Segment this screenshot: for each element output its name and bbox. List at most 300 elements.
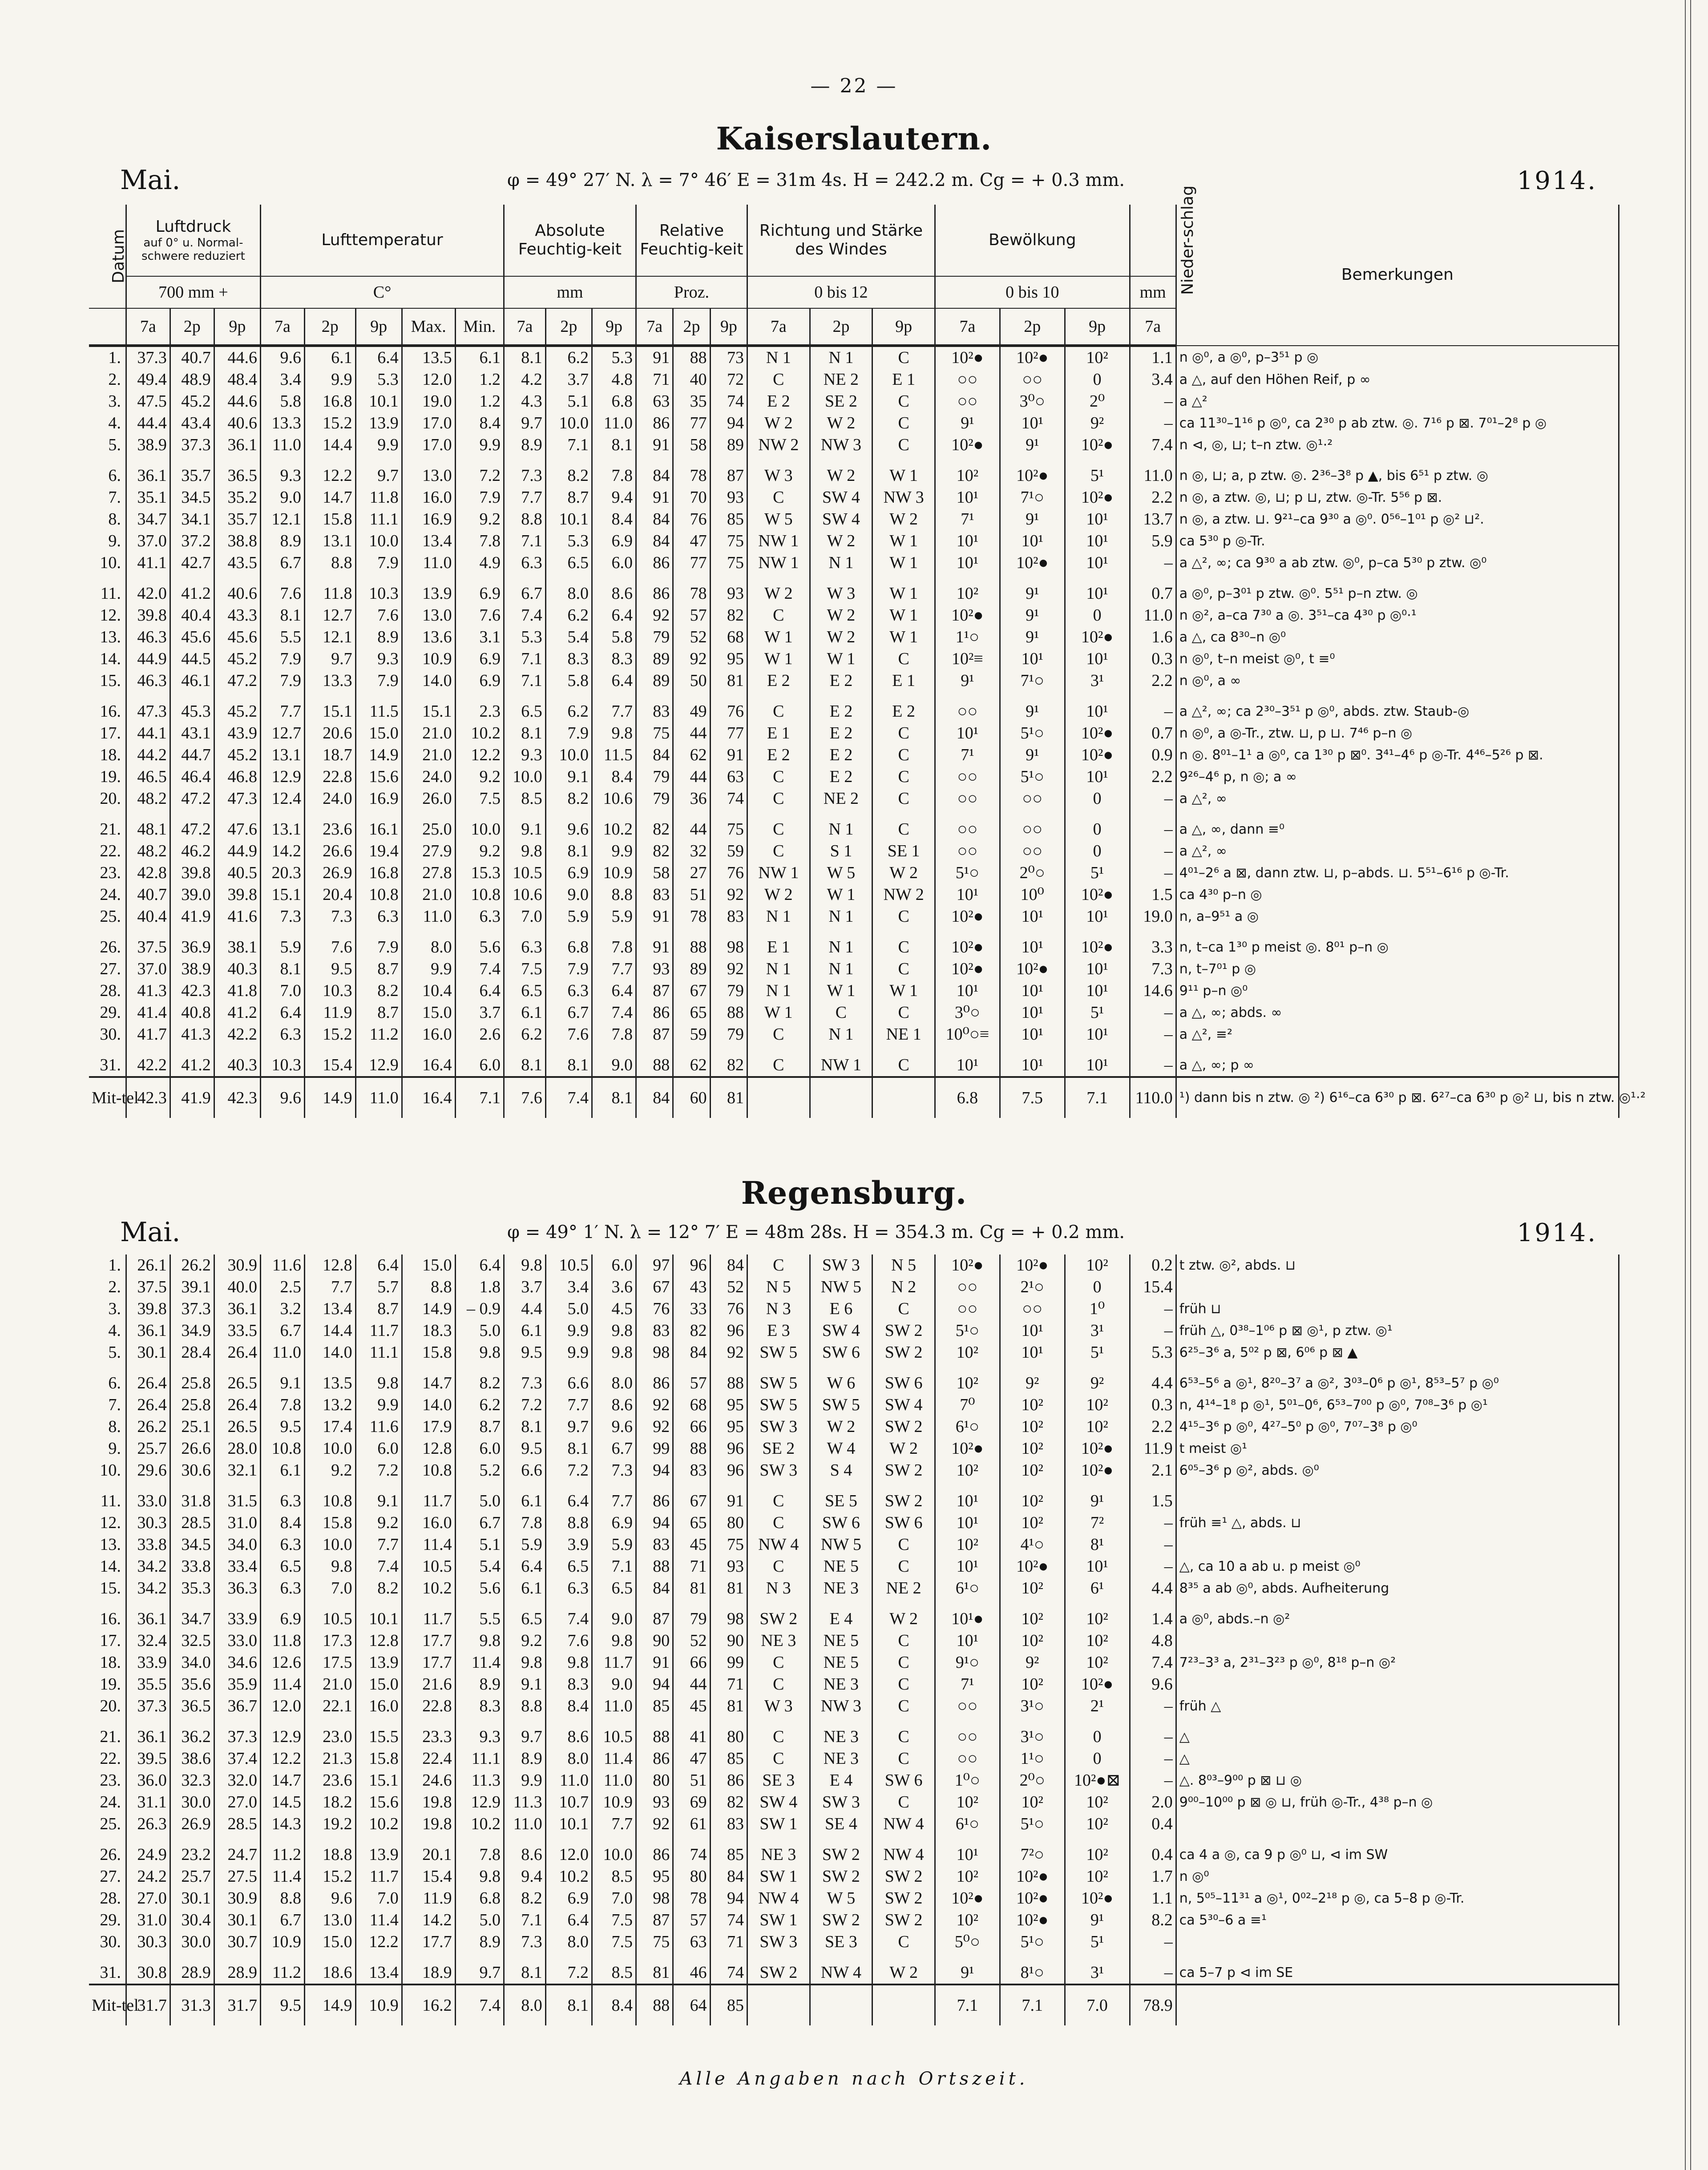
cell-temp-7a: 15.1 xyxy=(260,884,304,906)
niederschlag-label: Nieder-schlag xyxy=(1178,186,1197,295)
cell-wind-7a: C xyxy=(747,1254,810,1276)
cell-abs-9p: 9.8 xyxy=(592,1342,636,1363)
cell-datum: 10. xyxy=(89,1460,126,1481)
cell-rel-9p: 75 xyxy=(710,1534,747,1556)
cell-luftdruck-7a: 41.4 xyxy=(126,1002,170,1024)
cell-abs-2p: 6.8 xyxy=(545,936,592,958)
cell-rel-7a: 75 xyxy=(636,1931,673,1953)
cell-luftdruck-7a: 46.3 xyxy=(126,670,170,692)
cell-luftdruck-9p: 47.3 xyxy=(214,788,260,810)
cell-temp-2p: 15.2 xyxy=(304,412,355,434)
cell-niederschlag: 0.7 xyxy=(1130,722,1176,744)
cell-luftdruck-2p: 34.5 xyxy=(170,487,214,508)
gap-cell xyxy=(1000,1953,1065,1962)
cell-temp-9p: 11.1 xyxy=(355,508,402,530)
cell-temp-min: 11.1 xyxy=(455,1748,504,1770)
cell-rel-2p: 58 xyxy=(673,434,710,456)
gap-cell xyxy=(592,1717,636,1726)
gap-cell xyxy=(89,1953,126,1962)
cell-bew-7a: ○○ xyxy=(935,1276,1000,1298)
cell-rel-9p: 80 xyxy=(710,1512,747,1534)
cell-temp-2p: 9.6 xyxy=(304,1888,355,1909)
cell-bew-7a: 5¹○ xyxy=(935,862,1000,884)
cell-temp-max: 11.0 xyxy=(402,906,455,928)
cell-temp-min: 7.6 xyxy=(455,605,504,626)
cell-temp-7a: 6.3 xyxy=(260,1024,304,1045)
gap-cell xyxy=(1065,1717,1130,1726)
cell-luftdruck-2p: 42.7 xyxy=(170,552,214,574)
gap-cell xyxy=(747,1481,810,1490)
cell-datum: 14. xyxy=(89,1556,126,1577)
cell-bew-9p: 7² xyxy=(1065,1512,1130,1534)
cell-temp-min: 9.7 xyxy=(455,1962,504,1984)
cell-temp-9p: 9.9 xyxy=(355,1394,402,1416)
table-row xyxy=(89,508,1619,530)
table-row xyxy=(89,1791,1619,1813)
gap-cell xyxy=(214,928,260,936)
cell-wind-7a: W 3 xyxy=(747,1695,810,1717)
cell-rel-2p: 59 xyxy=(673,1024,710,1045)
cell-luftdruck-7a: 41.1 xyxy=(126,552,170,574)
cell-abs-9p: 9.6 xyxy=(592,1416,636,1438)
gap-cell xyxy=(810,1717,872,1726)
cell-wind-2p: W 1 xyxy=(810,980,872,1002)
gap-cell xyxy=(260,574,304,583)
cell-wind-9p: SW 2 xyxy=(872,1888,935,1909)
cell-datum: 24. xyxy=(89,1791,126,1813)
cell-abs-7a: 8.5 xyxy=(504,788,546,810)
cell-luftdruck-2p: 44.7 xyxy=(170,744,214,766)
cell-bew-9p: 3¹ xyxy=(1065,1320,1130,1342)
cell-wind-7a: NW 2 xyxy=(747,434,810,456)
cell-wind-9p: C xyxy=(872,412,935,434)
cell-rel-7a: 86 xyxy=(636,583,673,605)
cell-datum: 18. xyxy=(89,1652,126,1674)
cell-bemerkungen: n ◎, ⊔; a, p ztw. ◎. 2³⁶–3⁸ p ▲, bis 6⁵¹ p ztw. ◎ xyxy=(1176,465,1619,487)
cell-bew-9p: 10¹ xyxy=(1065,980,1130,1002)
cell-rel-2p: 88 xyxy=(673,346,710,369)
cell-temp-2p: 14.4 xyxy=(304,434,355,456)
gap-cell xyxy=(810,574,872,583)
cell-luftdruck-9p: 31.7 xyxy=(214,1984,260,2025)
gap-cell xyxy=(935,692,1000,701)
cell-bew-9p: 10²● xyxy=(1065,487,1130,508)
cell-wind-2p xyxy=(810,1984,872,2025)
cell-rel-2p: 62 xyxy=(673,744,710,766)
cell-temp-9p: 12.2 xyxy=(355,1931,402,1953)
cell-bew-7a: 5¹○ xyxy=(935,1320,1000,1342)
gap-cell xyxy=(304,1363,355,1372)
cell-rel-2p: 46 xyxy=(673,1962,710,1984)
cell-rel-7a: 92 xyxy=(636,1394,673,1416)
gap-cell xyxy=(304,1045,355,1054)
cell-temp-9p: 11.1 xyxy=(355,1342,402,1363)
h-9p: 9p xyxy=(592,308,636,346)
cell-temp-max: 13.9 xyxy=(402,583,455,605)
cell-wind-7a: E 3 xyxy=(747,1320,810,1342)
cell-wind-7a: SW 3 xyxy=(747,1460,810,1481)
cell-wind-7a: NW 1 xyxy=(747,862,810,884)
cell-niederschlag: 19.0 xyxy=(1130,906,1176,928)
cell-datum: 12. xyxy=(89,605,126,626)
cell-temp-min: 8.4 xyxy=(455,412,504,434)
h-2p: 2p xyxy=(170,308,214,346)
cell-bew-9p: 0 xyxy=(1065,605,1130,626)
cell-wind-7a: N 1 xyxy=(747,958,810,980)
cell-rel-7a: 71 xyxy=(636,369,673,391)
cell-bemerkungen: a △, ca 8³⁰–n ◎⁰ xyxy=(1176,626,1619,648)
gap-cell xyxy=(1000,692,1065,701)
cell-luftdruck-7a: 30.3 xyxy=(126,1931,170,1953)
cell-niederschlag: – xyxy=(1130,412,1176,434)
cell-abs-2p: 3.9 xyxy=(545,1534,592,1556)
cell-bew-9p: 10² xyxy=(1065,1608,1130,1630)
cell-temp-7a: 8.1 xyxy=(260,605,304,626)
cell-wind-2p: NE 5 xyxy=(810,1556,872,1577)
table-row xyxy=(89,1002,1619,1024)
gap-cell xyxy=(455,1599,504,1608)
cell-temp-2p: 14.0 xyxy=(304,1342,355,1363)
cell-wind-2p: E 2 xyxy=(810,766,872,788)
cell-bemerkungen: ca 5³⁰–6 a ≡¹ xyxy=(1176,1909,1619,1931)
cell-luftdruck-9p: 30.9 xyxy=(214,1888,260,1909)
cell-bew-9p: 10¹ xyxy=(1065,508,1130,530)
cell-bew-7a: 10² xyxy=(935,1866,1000,1888)
gap-cell xyxy=(1065,928,1130,936)
cell-abs-9p: 7.1 xyxy=(592,1556,636,1577)
cell-luftdruck-9p: 36.5 xyxy=(214,465,260,487)
kaiserslautern-rows xyxy=(89,346,1646,1118)
cell-rel-2p: 68 xyxy=(673,1394,710,1416)
cell-luftdruck-9p: 34.6 xyxy=(214,1652,260,1674)
gap-cell xyxy=(935,810,1000,819)
cell-temp-max: 10.8 xyxy=(402,1460,455,1481)
cell-rel-2p: 84 xyxy=(673,1342,710,1363)
cell-luftdruck-7a: 37.5 xyxy=(126,1276,170,1298)
cell-niederschlag: – xyxy=(1130,1695,1176,1717)
cell-rel-2p: 63 xyxy=(673,1931,710,1953)
cell-temp-9p: 15.8 xyxy=(355,1748,402,1770)
cell-bew-9p: 7.0 xyxy=(1065,1984,1130,2025)
cell-abs-9p: 10.9 xyxy=(592,862,636,884)
cell-rel-2p: 67 xyxy=(673,980,710,1002)
cell-bemerkungen: a △, ∞; abds. ∞ xyxy=(1176,1002,1619,1024)
cell-abs-7a: 9.4 xyxy=(504,1866,546,1888)
cell-luftdruck-9p: 36.7 xyxy=(214,1695,260,1717)
cell-rel-2p: 79 xyxy=(673,1608,710,1630)
cell-luftdruck-9p: 40.0 xyxy=(214,1276,260,1298)
cell-rel-7a: 83 xyxy=(636,1320,673,1342)
cell-abs-2p: 5.9 xyxy=(545,906,592,928)
gap-cell xyxy=(810,928,872,936)
cell-temp-max: 12.0 xyxy=(402,369,455,391)
cell-bew-9p: 10²● xyxy=(1065,626,1130,648)
cell-bew-2p: 9² xyxy=(1000,1372,1065,1394)
gap-cell xyxy=(1000,928,1065,936)
cell-temp-9p: 11.4 xyxy=(355,1909,402,1931)
cell-wind-2p: W 2 xyxy=(810,530,872,552)
cell-temp-min: 3.1 xyxy=(455,626,504,648)
cell-temp-7a: 9.6 xyxy=(260,1077,304,1118)
cell-wind-2p: W 3 xyxy=(810,583,872,605)
cell-luftdruck-7a: 36.1 xyxy=(126,465,170,487)
gap-cell xyxy=(592,1835,636,1844)
cell-temp-9p: 8.7 xyxy=(355,958,402,980)
cell-rel-7a: 91 xyxy=(636,346,673,369)
cell-temp-min: 9.2 xyxy=(455,840,504,862)
cell-luftdruck-2p: 30.0 xyxy=(170,1931,214,1953)
cell-abs-9p: 7.5 xyxy=(592,1931,636,1953)
cell-temp-9p: 13.9 xyxy=(355,1652,402,1674)
cell-bew-7a: 10¹ xyxy=(935,552,1000,574)
cell-temp-7a: 12.9 xyxy=(261,1726,305,1748)
cell-datum: 8. xyxy=(89,508,126,530)
cell-temp-2p: 14.7 xyxy=(304,487,355,508)
cell-niederschlag: 0.4 xyxy=(1130,1813,1176,1835)
cell-rel-7a: 89 xyxy=(636,648,673,670)
cell-luftdruck-7a: 35.1 xyxy=(126,487,170,508)
cell-rel-7a: 83 xyxy=(636,884,673,906)
cell-temp-2p: 23.0 xyxy=(304,1726,355,1748)
cell-wind-9p: C xyxy=(872,1695,935,1717)
cell-wind-2p: W 1 xyxy=(810,648,872,670)
cell-bew-2p: 9¹ xyxy=(1000,605,1065,626)
cell-wind-7a: N 3 xyxy=(747,1298,810,1320)
cell-niederschlag: 0.3 xyxy=(1130,648,1176,670)
cell-temp-9p: 11.8 xyxy=(355,487,402,508)
cell-wind-9p: W 2 xyxy=(872,862,935,884)
gap-cell xyxy=(747,1363,810,1372)
cell-temp-7a: 8.9 xyxy=(260,530,304,552)
cell-rel-9p: 98 xyxy=(710,1608,747,1630)
cell-luftdruck-9p: 37.4 xyxy=(214,1748,260,1770)
cell-abs-7a: 7.1 xyxy=(504,670,546,692)
cell-rel-9p: 93 xyxy=(710,583,747,605)
cell-bemerkungen xyxy=(1176,1674,1619,1695)
cell-temp-min: 6.4 xyxy=(455,1254,504,1276)
cell-temp-7a: 7.7 xyxy=(260,701,304,722)
cell-wind-9p: NE 1 xyxy=(872,1024,935,1045)
cell-abs-9p: 9.0 xyxy=(592,1674,636,1695)
cell-bemerkungen: △, ca 10 a ab u. p meist ◎⁰ xyxy=(1176,1556,1619,1577)
kaiserslautern-coordinates: φ = 49° 27′ N. λ = 7° 46′ E = 31m 4s. H = 242.2 m. Cg = + 0.3 mm. xyxy=(507,170,1125,190)
cell-bew-9p: 5¹ xyxy=(1065,862,1130,884)
cell-rel-7a: 89 xyxy=(636,670,673,692)
cell-abs-2p: 7.4 xyxy=(545,1077,592,1118)
table-row xyxy=(89,1394,1619,1416)
cell-temp-min: 8.9 xyxy=(455,1674,504,1695)
cell-bew-9p: 10² xyxy=(1065,1394,1130,1416)
cell-temp-min: 11.4 xyxy=(455,1652,504,1674)
cell-temp-2p: 9.7 xyxy=(304,648,355,670)
cell-luftdruck-7a: 49.4 xyxy=(126,369,170,391)
cell-wind-7a: SW 3 xyxy=(747,1416,810,1438)
cell-wind-7a: E 1 xyxy=(747,722,810,744)
cell-temp-max: 17.0 xyxy=(402,412,455,434)
cell-rel-9p: 75 xyxy=(710,530,747,552)
gap-cell xyxy=(810,1953,872,1962)
cell-temp-min: 7.5 xyxy=(455,788,504,810)
cell-niederschlag: 13.7 xyxy=(1130,508,1176,530)
cell-datum: 3. xyxy=(89,391,126,412)
cell-wind-7a: E 2 xyxy=(747,670,810,692)
cell-wind-7a: E 2 xyxy=(747,391,810,412)
cell-luftdruck-9p: 35.9 xyxy=(214,1674,260,1695)
cell-temp-max: 21.0 xyxy=(402,744,455,766)
cell-temp-9p: 6.4 xyxy=(355,346,402,369)
cell-bew-2p: 10¹ xyxy=(1000,1320,1065,1342)
cell-temp-7a: 20.3 xyxy=(260,862,304,884)
gap-cell xyxy=(636,1481,673,1490)
cell-datum: 18. xyxy=(89,744,126,766)
gap-cell xyxy=(402,1481,455,1490)
cell-luftdruck-7a: 34.2 xyxy=(126,1577,170,1599)
abs-unit: mm xyxy=(504,276,636,308)
gap-cell xyxy=(592,1481,636,1490)
cell-temp-2p: 18.2 xyxy=(304,1791,355,1813)
cell-bemerkungen: ca 11³⁰–1¹⁶ p ◎⁰, ca 2³⁰ p ab ztw. ◎. 7¹⁶ p ⊠. 7⁰¹–2⁸ p ◎ xyxy=(1176,412,1619,434)
cell-bew-9p: 3¹ xyxy=(1065,1962,1130,1984)
gap-cell xyxy=(214,456,260,465)
cell-rel-7a: 84 xyxy=(636,508,673,530)
cell-temp-7a: 10.3 xyxy=(260,1054,304,1077)
cell-temp-7a: 12.7 xyxy=(260,722,304,744)
cell-bew-7a: 10¹ xyxy=(935,722,1000,744)
cell-wind-9p: C xyxy=(872,906,935,928)
cell-luftdruck-7a: 41.3 xyxy=(126,980,170,1002)
cell-wind-7a: W 2 xyxy=(747,583,810,605)
cell-temp-max: 11.4 xyxy=(402,1534,455,1556)
cell-abs-7a: 6.5 xyxy=(504,701,546,722)
cell-temp-7a: 10.8 xyxy=(261,1438,305,1460)
table-row xyxy=(89,369,1619,391)
cell-datum: 21. xyxy=(89,1726,126,1748)
cell-niederschlag: 3.3 xyxy=(1130,936,1176,958)
gap-cell xyxy=(455,1045,504,1054)
cell-luftdruck-7a: 37.5 xyxy=(126,936,170,958)
cell-abs-7a: 9.5 xyxy=(504,1438,546,1460)
gap-cell xyxy=(402,692,455,701)
cell-temp-max: 25.0 xyxy=(402,819,455,840)
gap-cell xyxy=(170,810,214,819)
gap-cell xyxy=(455,1363,504,1372)
gap-cell xyxy=(260,1045,304,1054)
cell-bew-2p: 10²● xyxy=(1000,346,1065,369)
cell-abs-7a: 4.3 xyxy=(504,391,546,412)
cell-wind-9p: E 1 xyxy=(872,670,935,692)
table-row xyxy=(89,936,1619,958)
cell-datum: 20. xyxy=(89,788,126,810)
cell-abs-7a: 8.1 xyxy=(504,1416,546,1438)
cell-bew-9p: 10² xyxy=(1065,1652,1130,1674)
cell-abs-9p: 6.8 xyxy=(592,391,636,412)
cell-temp-7a: 6.9 xyxy=(261,1608,305,1630)
cell-niederschlag: 4.4 xyxy=(1130,1372,1176,1394)
cell-bew-9p: 2⁰ xyxy=(1065,391,1130,412)
cell-bew-2p: 8¹○ xyxy=(1000,1962,1065,1984)
kaiserslautern-table-block xyxy=(89,186,1646,1194)
gap-cell xyxy=(1130,692,1176,701)
cell-temp-max: 17.7 xyxy=(402,1652,455,1674)
right-margin-rule xyxy=(1685,0,1691,2170)
cell-abs-7a: 10.0 xyxy=(504,766,546,788)
cell-bew-2p: 2⁰○ xyxy=(1000,1770,1065,1791)
cell-bemerkungen: 6⁰⁵–3⁶ p ◎², abds. ◎⁰ xyxy=(1176,1460,1619,1481)
cell-wind-9p: C xyxy=(872,1556,935,1577)
cell-temp-9p: 11.2 xyxy=(355,1024,402,1045)
cell-temp-min: 9.2 xyxy=(455,508,504,530)
cell-temp-max: 17.0 xyxy=(402,434,455,456)
cell-luftdruck-2p: 42.3 xyxy=(170,980,214,1002)
cell-abs-7a: 6.5 xyxy=(504,1608,546,1630)
cell-rel-2p: 80 xyxy=(673,1866,710,1888)
cell-bew-7a: 10² xyxy=(935,1460,1000,1481)
cell-rel-7a: 79 xyxy=(636,766,673,788)
cell-abs-7a: 7.1 xyxy=(504,648,546,670)
cell-datum: 20. xyxy=(89,1695,126,1717)
cell-wind-2p: E 2 xyxy=(810,670,872,692)
cell-temp-9p: 9.8 xyxy=(355,1372,402,1394)
cell-bew-2p: 10²● xyxy=(1000,1909,1065,1931)
cell-luftdruck-7a: 44.9 xyxy=(126,648,170,670)
cell-rel-2p: 65 xyxy=(673,1002,710,1024)
gap-cell xyxy=(455,456,504,465)
cell-bew-7a: 10²● xyxy=(935,936,1000,958)
cell-temp-7a: 5.8 xyxy=(260,391,304,412)
cell-luftdruck-2p: 44.5 xyxy=(170,648,214,670)
cell-luftdruck-9p: 41.8 xyxy=(214,980,260,1002)
gap-cell xyxy=(455,810,504,819)
gap-cell xyxy=(673,1045,710,1054)
cell-wind-2p: SE 4 xyxy=(810,1813,872,1835)
cell-bew-9p: 10¹ xyxy=(1065,906,1130,928)
cell-temp-min: 9.9 xyxy=(455,434,504,456)
gap-cell xyxy=(710,574,747,583)
cell-wind-2p xyxy=(810,1077,872,1118)
cell-abs-9p: 6.7 xyxy=(592,1438,636,1460)
gap-cell xyxy=(1130,574,1176,583)
cell-temp-7a: 8.8 xyxy=(261,1888,305,1909)
cell-abs-9p: 8.8 xyxy=(592,884,636,906)
gap-cell xyxy=(810,456,872,465)
cell-abs-2p: 6.5 xyxy=(545,1556,592,1577)
cell-luftdruck-9p: 41.2 xyxy=(214,1002,260,1024)
cell-luftdruck-2p: 32.5 xyxy=(170,1630,214,1652)
cell-datum: 25. xyxy=(89,906,126,928)
cell-rel-2p: 96 xyxy=(673,1254,710,1276)
table-row xyxy=(89,412,1619,434)
cell-abs-7a: 7.1 xyxy=(504,530,546,552)
cell-abs-2p: 6.7 xyxy=(545,1002,592,1024)
cell-temp-min: 7.4 xyxy=(455,1984,504,2025)
cell-abs-9p: 10.2 xyxy=(592,819,636,840)
gap-cell xyxy=(636,1953,673,1962)
cell-wind-7a: W 1 xyxy=(747,1002,810,1024)
cell-luftdruck-2p: 43.1 xyxy=(170,722,214,744)
cell-wind-7a: SW 5 xyxy=(747,1394,810,1416)
cell-abs-2p: 6.6 xyxy=(545,1372,592,1394)
cell-luftdruck-9p: 31.5 xyxy=(214,1490,260,1512)
cell-bemerkungen: 9¹¹ p–n ◎⁰ xyxy=(1176,980,1619,1002)
cell-luftdruck-2p: 35.6 xyxy=(170,1674,214,1695)
gap-cell xyxy=(1130,1599,1176,1608)
cell-bew-2p: 10²● xyxy=(1000,1556,1065,1577)
gap-cell xyxy=(170,1717,214,1726)
pentad-gap xyxy=(89,1599,1619,1608)
gap-cell xyxy=(935,1481,1000,1490)
cell-bew-9p: 10¹ xyxy=(1065,648,1130,670)
cell-bew-7a: 10¹ xyxy=(935,1490,1000,1512)
